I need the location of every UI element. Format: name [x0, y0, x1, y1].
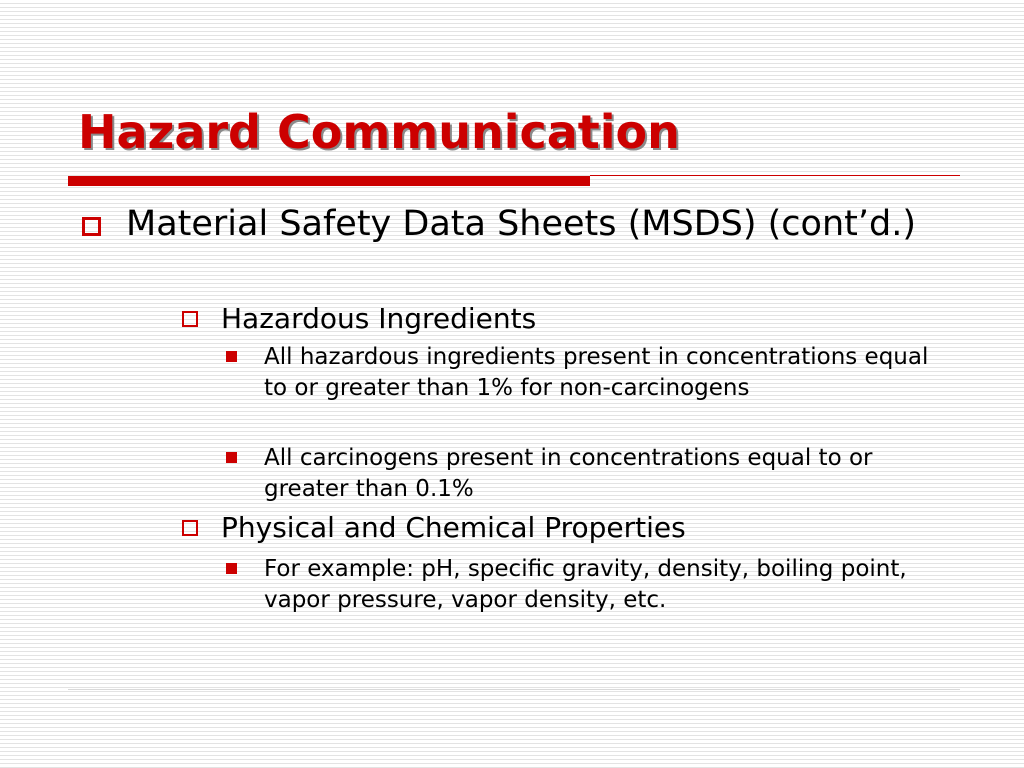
hollow-square-bullet-icon [182, 311, 198, 327]
hollow-square-bullet-icon [82, 217, 101, 236]
bullet-physical-chemical-properties: Physical and Chemical Properties [221, 511, 686, 544]
hollow-square-bullet-icon [182, 520, 198, 536]
bullet-carcinogens-0.1pct: All carcinogens present in concentrations equal to or greater than 0.1% [264, 445, 873, 502]
filled-square-bullet-icon [226, 563, 237, 574]
slide-title: Hazard Communication [78, 105, 680, 159]
footer-divider [68, 689, 960, 690]
filled-square-bullet-icon [226, 452, 237, 463]
bullet-msds: Material Safety Data Sheets (MSDS) (cont’d.) [126, 204, 916, 244]
bullet-properties-examples: For example: pH, specific gravity, density, boiling point, vapor pressure, vapor density, etc. [264, 556, 907, 613]
bullet-ingredients-1pct: All hazardous ingredients present in concentrations equal to or greater than 1% for non-carcinogens [264, 344, 929, 401]
bullet-hazardous-ingredients: Hazardous Ingredients [221, 302, 537, 335]
filled-square-bullet-icon [226, 351, 237, 362]
